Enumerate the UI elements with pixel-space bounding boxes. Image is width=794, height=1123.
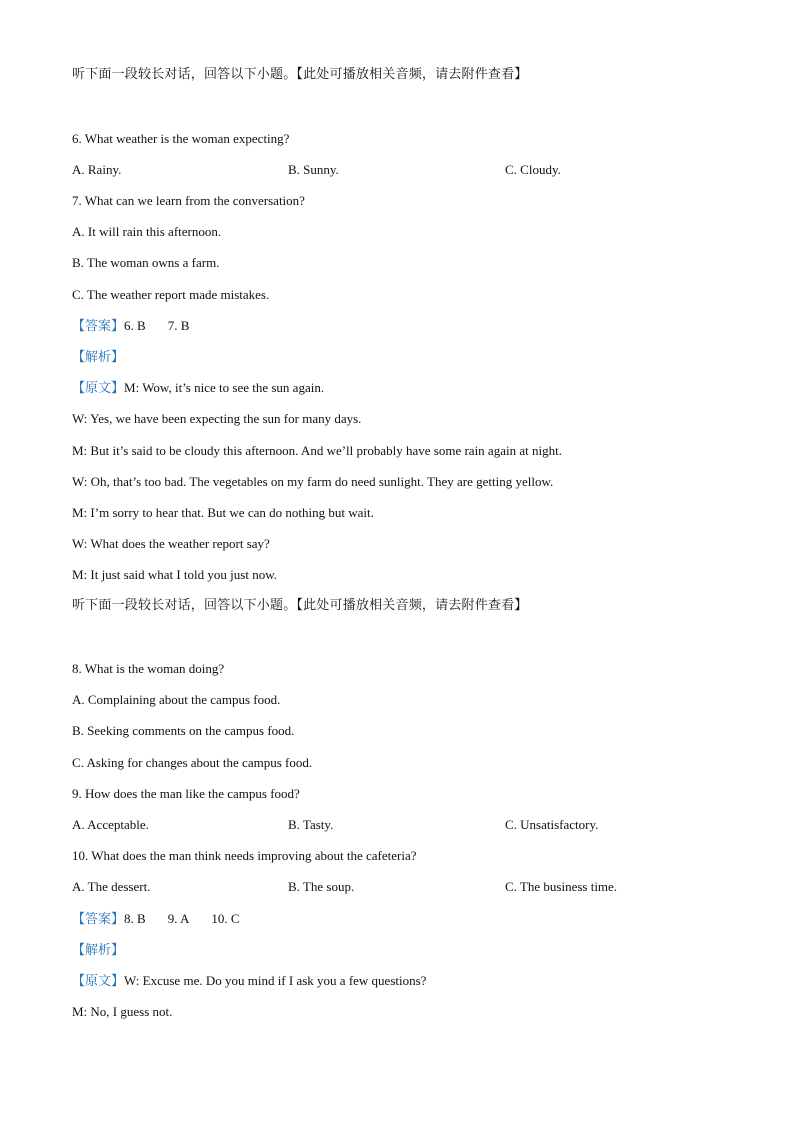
analysis-label: 【解析】 <box>72 943 125 958</box>
answer-row-1 <box>72 318 189 335</box>
transcript-line-4: W: Oh, that’s too bad. The vegetables on my farm do need sunlight. They are getting yellow. <box>72 474 554 489</box>
answer-9: 9. A <box>167 911 190 926</box>
answer-label: 【答案】 <box>72 319 125 334</box>
section1-instruction: 听下面一段较长对话，回答以下小题。【此处可播放相关音频，请去附件查看】 <box>72 67 528 82</box>
section2-instruction: 听下面一段较长对话，回答以下小题。【此处可播放相关音频，请去附件查看】 <box>72 598 528 613</box>
q8-option-a: A. Complaining about the campus food. <box>72 692 281 707</box>
q6-option-c: C. Cloudy. <box>505 162 561 177</box>
answer-label: 【答案】 <box>72 912 125 927</box>
transcript-line-7: M: It just said what I told you just now. <box>72 567 277 582</box>
transcript-line-5: M: I’m sorry to hear that. But we can do nothing but wait. <box>72 505 374 520</box>
q10-option-a: A. The dessert. <box>72 879 151 894</box>
q10-option-c: C. The business time. <box>505 879 618 894</box>
analysis-row-2 <box>72 942 124 959</box>
transcript2-line-2: M: No, I guess not. <box>72 1004 173 1019</box>
answer-10: 10. C <box>211 911 240 926</box>
transcript-line-6: W: What does the weather report say? <box>72 536 270 551</box>
transcript-line-2: W: Yes, we have been expecting the sun for many days. <box>72 411 362 426</box>
answer-7: 7. B <box>167 318 190 333</box>
transcript-line-3: M: But it’s said to be cloudy this afternoon. And we’ll probably have some rain again at night. <box>72 443 562 458</box>
transcript-label: 【原文】 <box>72 974 125 989</box>
answer-8: 8. B <box>124 911 146 926</box>
q6-option-b: B. Sunny. <box>288 162 339 177</box>
question-6: 6. What weather is the woman expecting? <box>72 131 290 146</box>
q6-option-a: A. Rainy. <box>72 162 122 177</box>
q7-option-a: A. It will rain this afternoon. <box>72 224 222 239</box>
q8-option-b: B. Seeking comments on the campus food. <box>72 723 295 738</box>
analysis-row-1 <box>72 349 124 366</box>
q7-option-b: B. The woman owns a farm. <box>72 255 220 270</box>
q10-option-b: B. The soup. <box>288 879 355 894</box>
transcript2-line-1 <box>72 973 426 990</box>
question-7: 7. What can we learn from the conversation? <box>72 193 305 208</box>
q8-option-c: C. Asking for changes about the campus food. <box>72 755 313 770</box>
q9-option-c: C. Unsatisfactory. <box>505 817 599 832</box>
question-8: 8. What is the woman doing? <box>72 661 225 676</box>
answer-row-2 <box>72 911 240 928</box>
analysis-label: 【解析】 <box>72 350 125 365</box>
question-9: 9. How does the man like the campus food? <box>72 786 300 801</box>
answer-6: 6. B <box>124 318 146 333</box>
transcript-line-1 <box>72 380 324 397</box>
q9-option-a: A. Acceptable. <box>72 817 149 832</box>
transcript-text: M: Wow, it’s nice to see the sun again. <box>124 380 325 395</box>
q9-option-b: B. Tasty. <box>288 817 334 832</box>
transcript-label: 【原文】 <box>72 381 125 396</box>
question-10: 10. What does the man think needs improving about the cafeteria? <box>72 848 417 863</box>
q7-option-c: C. The weather report made mistakes. <box>72 287 270 302</box>
transcript-text: W: Excuse me. Do you mind if I ask you a few questions? <box>124 973 427 988</box>
